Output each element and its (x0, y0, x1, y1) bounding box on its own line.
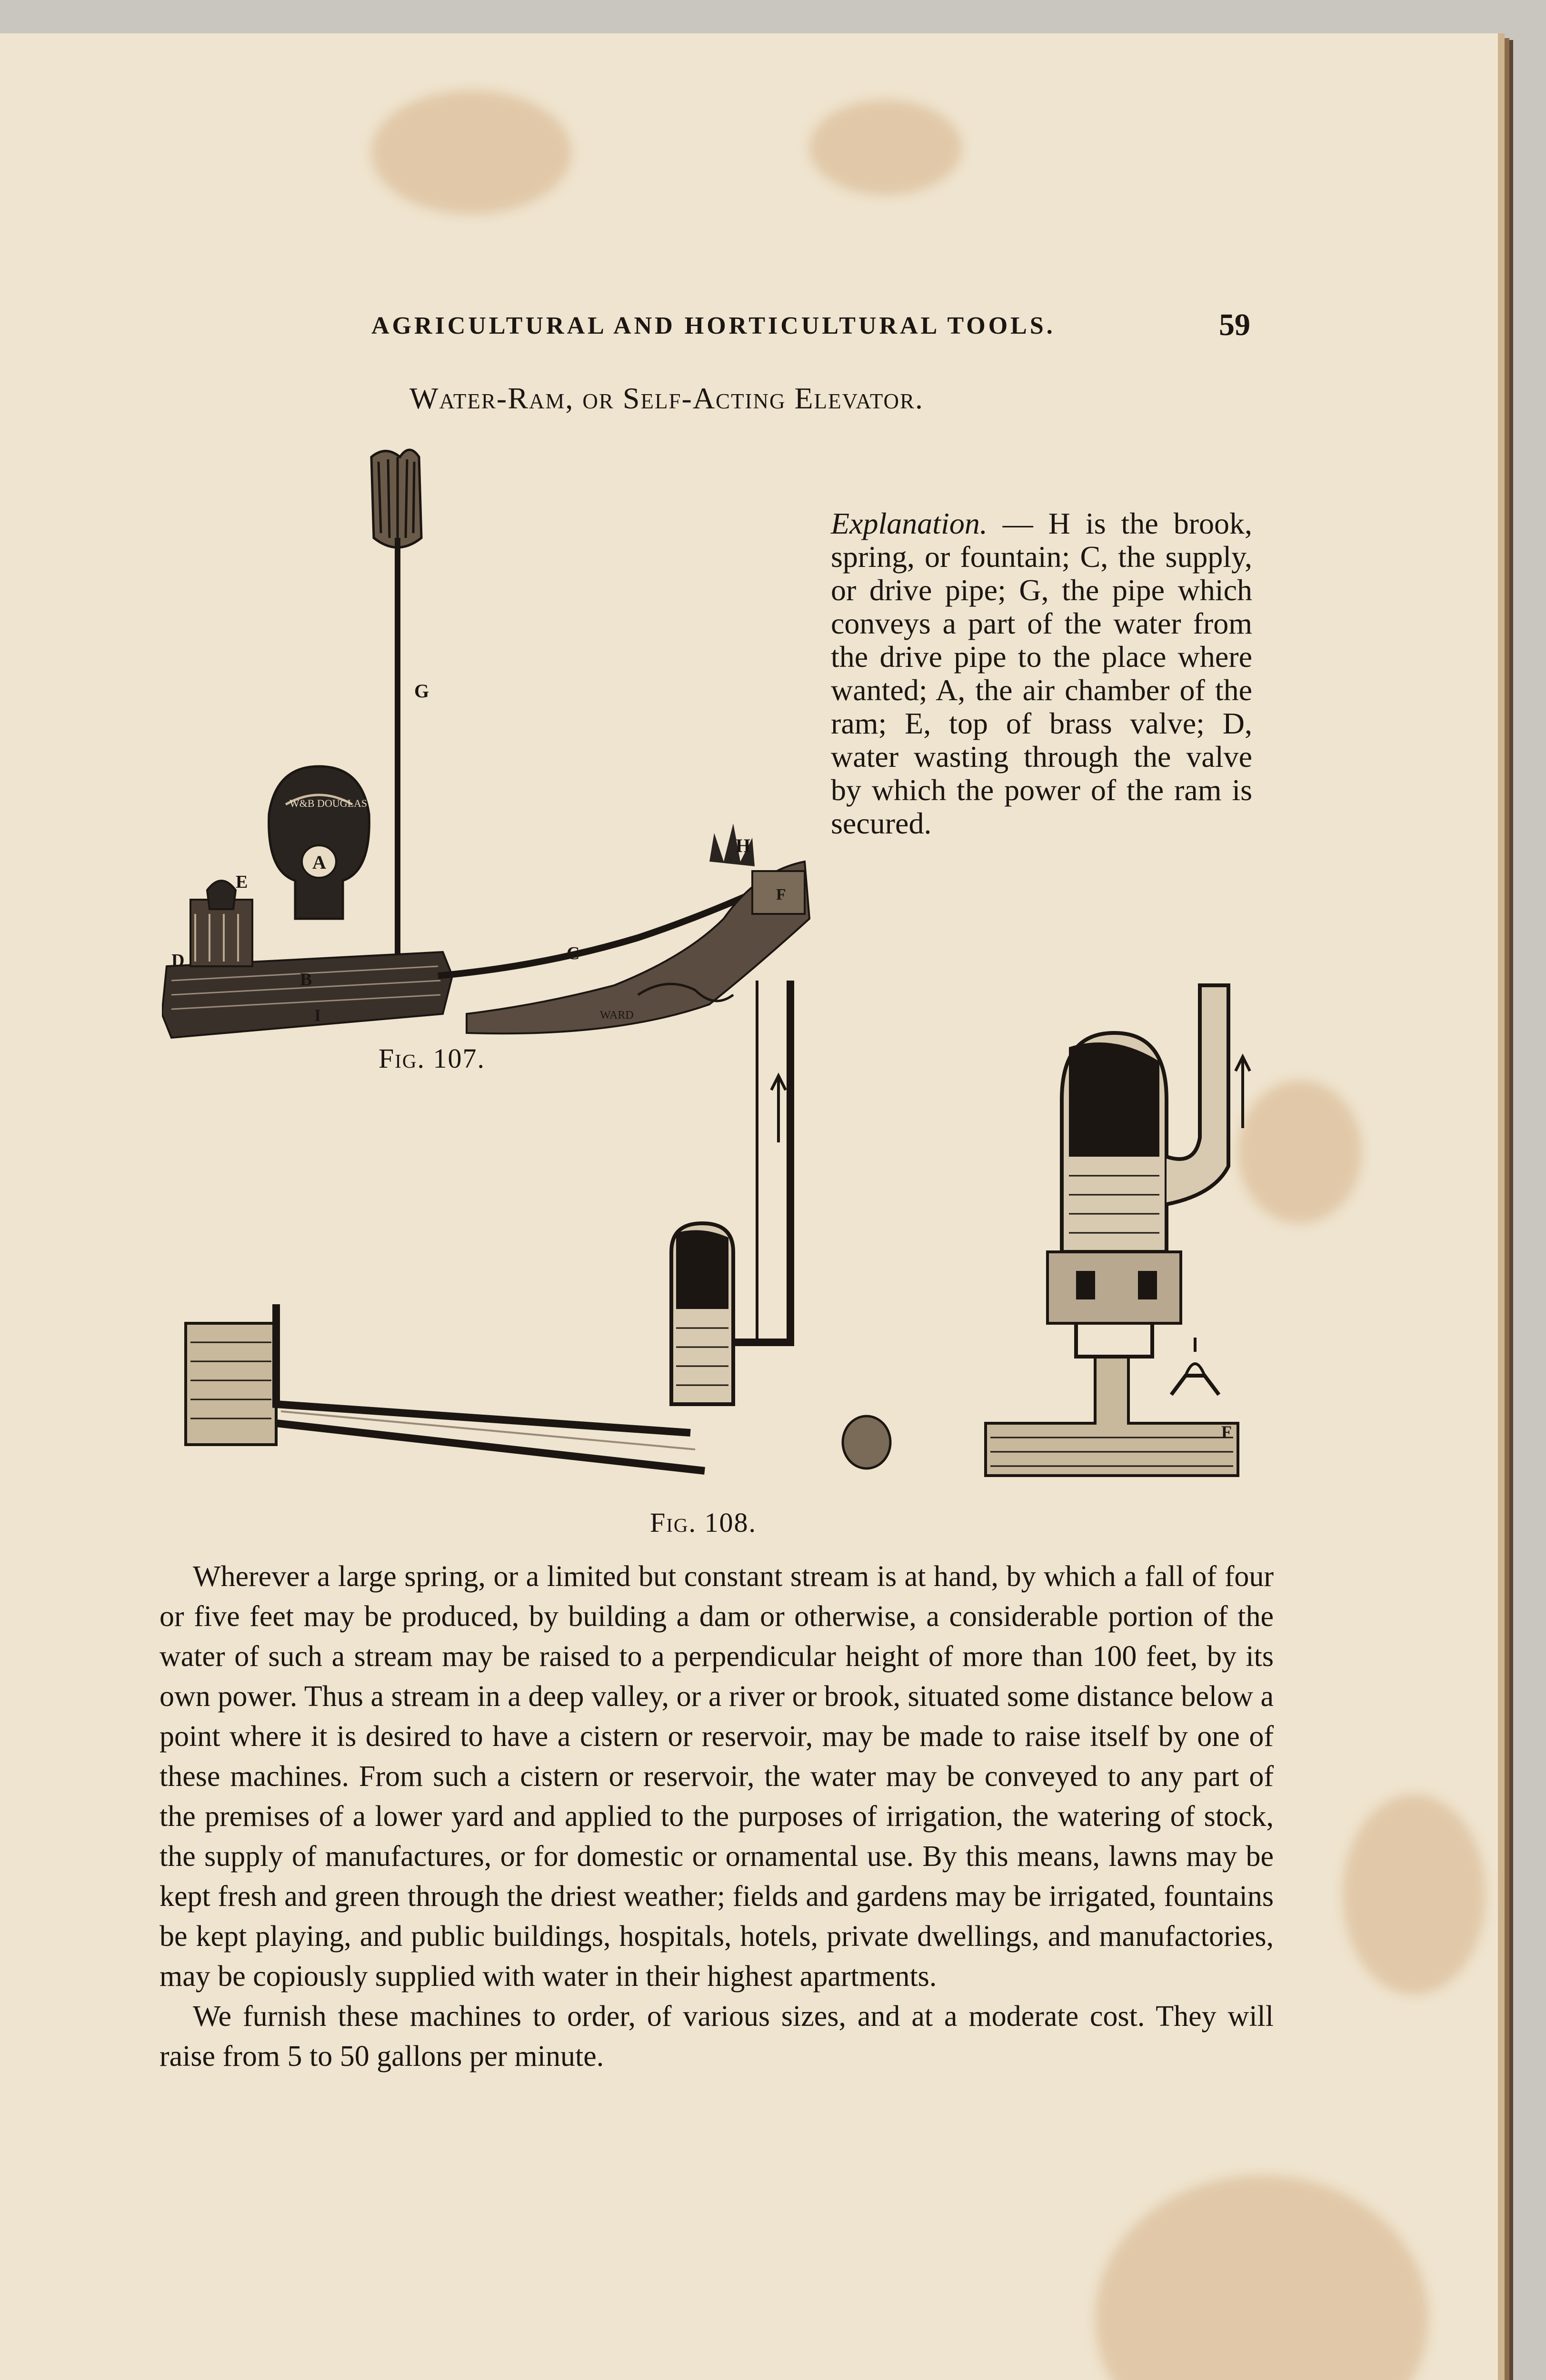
label-f: F (776, 886, 786, 903)
label-e: E (236, 872, 248, 892)
waste-valve (190, 881, 252, 966)
explanation-body: — H is the brook, spring, or fountain; C, the supply, or drive pipe; G, the pipe which conveys a part of the water from the drive pipe to the place where wanted; A, the air chamber of the ram; E, top of brass valve; D, water wasting through the valve by which the power of the ram is secured. (831, 506, 1253, 840)
book-page (0, 33, 1505, 2380)
explanation-text (831, 507, 1252, 840)
foxing-stain (1238, 1081, 1362, 1223)
foxing-stain (809, 100, 962, 195)
label-g: G (414, 680, 429, 702)
engraver-signature: WARD (600, 1009, 634, 1021)
fig-108-label-f: F (1221, 1422, 1232, 1441)
label-c: C (567, 943, 580, 963)
page-edge (1498, 33, 1505, 2380)
foxing-stain (1343, 1795, 1486, 1994)
page-number: 59 (1219, 307, 1250, 342)
section-title: Water-Ram, or Self-Acting Elevator. (409, 381, 924, 415)
label-h: H (736, 835, 751, 856)
fountain-jet-icon (371, 450, 421, 547)
label-d: D (171, 951, 185, 971)
foxing-stain (1095, 2175, 1428, 2380)
sectional-ram-right (986, 985, 1250, 1476)
fig-108-caption: Fig. 108. (650, 1507, 757, 1538)
fig-108-illustration (181, 966, 1252, 1509)
fig-107-caption: Fig. 107. (379, 1043, 486, 1074)
foxing-stain (371, 90, 571, 214)
label-i: I (314, 1006, 321, 1025)
air-chamber (269, 766, 369, 919)
body-text (160, 1557, 1274, 2076)
sectional-ram-left (186, 981, 890, 1471)
maker-engraving: W&B DOUGLAS (289, 797, 368, 809)
running-head: AGRICULTURAL AND HORTICULTURAL TOOLS. (371, 312, 1056, 339)
label-b: B (300, 970, 312, 990)
body-paragraph-2: We furnish these machines to order, of various sizes, and at a moderate cost. They will raise from 5 to 50 gallons per minute. (160, 2000, 1274, 2073)
explanation-label: Explanation. (831, 506, 987, 540)
label-a: A (312, 852, 326, 873)
body-paragraph-1: Wherever a large spring, or a limited but constant stream is at hand, by which a fall of four or five feet may be produced, by building a dam or otherwise, a considerable portion of the water of such a stream may be raised to a perpendicular height of more than 100 feet, by its own power. Thus a stream in a deep valley, or a river or brook, situated some distance below a point where it is desired to have a cistern or reservoir, may be made to raise itself by one of these machines. From such a cistern or reservoir, the water may be conveyed to any part of the premises of a lower yard and applied to the purposes of irrigation, the watering of stock, the supply of manufactures, or for domestic or ornamental use. By this means, lawns may be kept fresh and green through the driest weather; fields and gardens may be irrigated, fountains be kept playing, and public buildings, hospitals, hotels, private dwellings, and manufactories, may be copiously supplied with water in their highest apartments. (160, 1560, 1274, 1993)
